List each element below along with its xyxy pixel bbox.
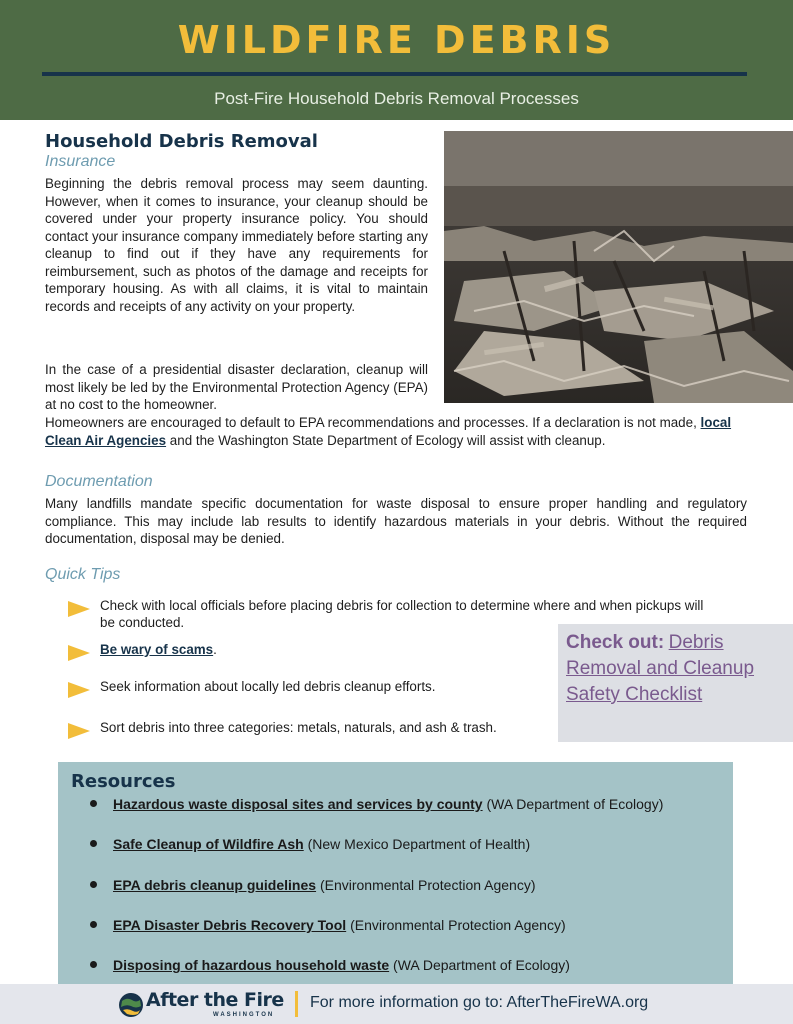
resource-source: (WA Department of Ecology) [486,796,664,812]
globe-logo-icon [118,992,144,1018]
resource-source: (New Mexico Department of Health) [307,836,531,852]
tip-text-suffix: . [213,642,217,657]
insurance-paragraph-1: Beginning the debris removal process may seem daunting. However, when it comes to insurance, your cleanup should be covered under your property insurance policy. You should contact your insurance company immediately before starting any cleanup to find out if they have any requirements for reimbursement, such as photos of the damage and receipts for temporary housing. As with all claims, it is vital to maintain records and receipts of any activity on your property. [45,176,428,314]
section-title: Household Debris Removal [45,131,318,152]
footer-info: For more information go to: AfterTheFireWA.org [310,994,649,1011]
header-divider [42,72,747,76]
arrow-bullet-icon [68,645,90,661]
resource-link[interactable]: Safe Cleanup of Wildfire Ash [113,836,304,852]
bullet-icon [90,961,97,968]
header-banner [0,0,793,120]
bullet-icon [90,800,97,807]
insurance-paragraph-2b-text: Homeowners are encouraged to default to EPA recommendations and processes. If a declaration is not made, [45,415,697,430]
burned-debris-photo [444,131,793,403]
insurance-paragraph-2b [45,414,747,449]
documentation-paragraph: Many landfills mandate specific documentation for waste disposal to ensure proper handling and regulatory compliance. This may include lab results to identify hazardous materials in your debris. Without the required documentation, disposal may be denied. [45,496,747,546]
logo-text: After the Fire [146,989,284,1011]
scams-link[interactable]: Be wary of scams [100,642,214,657]
debris-photo-illustration [444,131,793,403]
tip-text: Sort debris into three categories: metals, naturals, and ash & trash. [100,720,497,735]
tip-text: Seek information about locally led debris cleanup efforts. [100,679,436,694]
page-title: WILDFIRE DEBRIS [177,18,616,62]
bullet-icon [90,840,97,847]
resource-item [90,796,663,812]
resource-source: (WA Department of Ecology) [393,957,570,973]
resources-box [58,762,733,984]
page-subtitle: Post-Fire Household Debris Removal Processes [214,89,579,108]
checkout-label: Check out: [566,632,665,653]
checkout-callout [558,624,793,742]
resources-title: Resources [71,771,176,792]
resource-link[interactable]: Disposing of hazardous household waste [113,957,390,973]
after-the-fire-logo[interactable] [118,989,298,1021]
resource-link[interactable]: Hazardous waste disposal sites and services by county [113,796,483,812]
resource-source: (Environmental Protection Agency) [350,917,566,933]
arrow-bullet-icon [68,723,90,739]
documentation-heading: Documentation [45,473,153,490]
resource-item [90,877,536,893]
insurance-paragraph-2a: In the case of a presidential disaster declaration, cleanup will most likely be led by the Environmental Protection Agency (EPA) at no cost to the homeowner. [45,362,428,412]
safety-checklist-link[interactable]: Debris Removal and Cleanup Safety Checklist [566,632,755,705]
footer [0,984,793,1024]
resource-link[interactable]: EPA debris cleanup guidelines [113,877,317,893]
arrow-bullet-icon [68,682,90,698]
resource-source: (Environmental Protection Agency) [319,877,536,893]
insurance-heading: Insurance [45,153,116,170]
quick-tips-heading: Quick Tips [45,566,121,583]
resource-item [90,957,570,973]
clean-air-agencies-link[interactable]: local Clean Air Agencies [45,415,732,448]
resource-link[interactable]: EPA Disaster Debris Recovery Tool [113,917,347,933]
insurance-paragraph-2c-text: and the Washington State Department of Ecology will assist with cleanup. [169,432,606,448]
tip-text: Check with local officials before placing debris for collection to determine where and when pickups will be conducted. [100,598,704,630]
bullet-icon [90,921,97,928]
bullet-icon [90,881,97,888]
resource-item [90,917,566,933]
logo-subtext: WASHINGTON [213,1012,275,1018]
resource-item [90,836,530,852]
footer-divider [295,991,298,1017]
arrow-bullet-icon [68,601,90,617]
